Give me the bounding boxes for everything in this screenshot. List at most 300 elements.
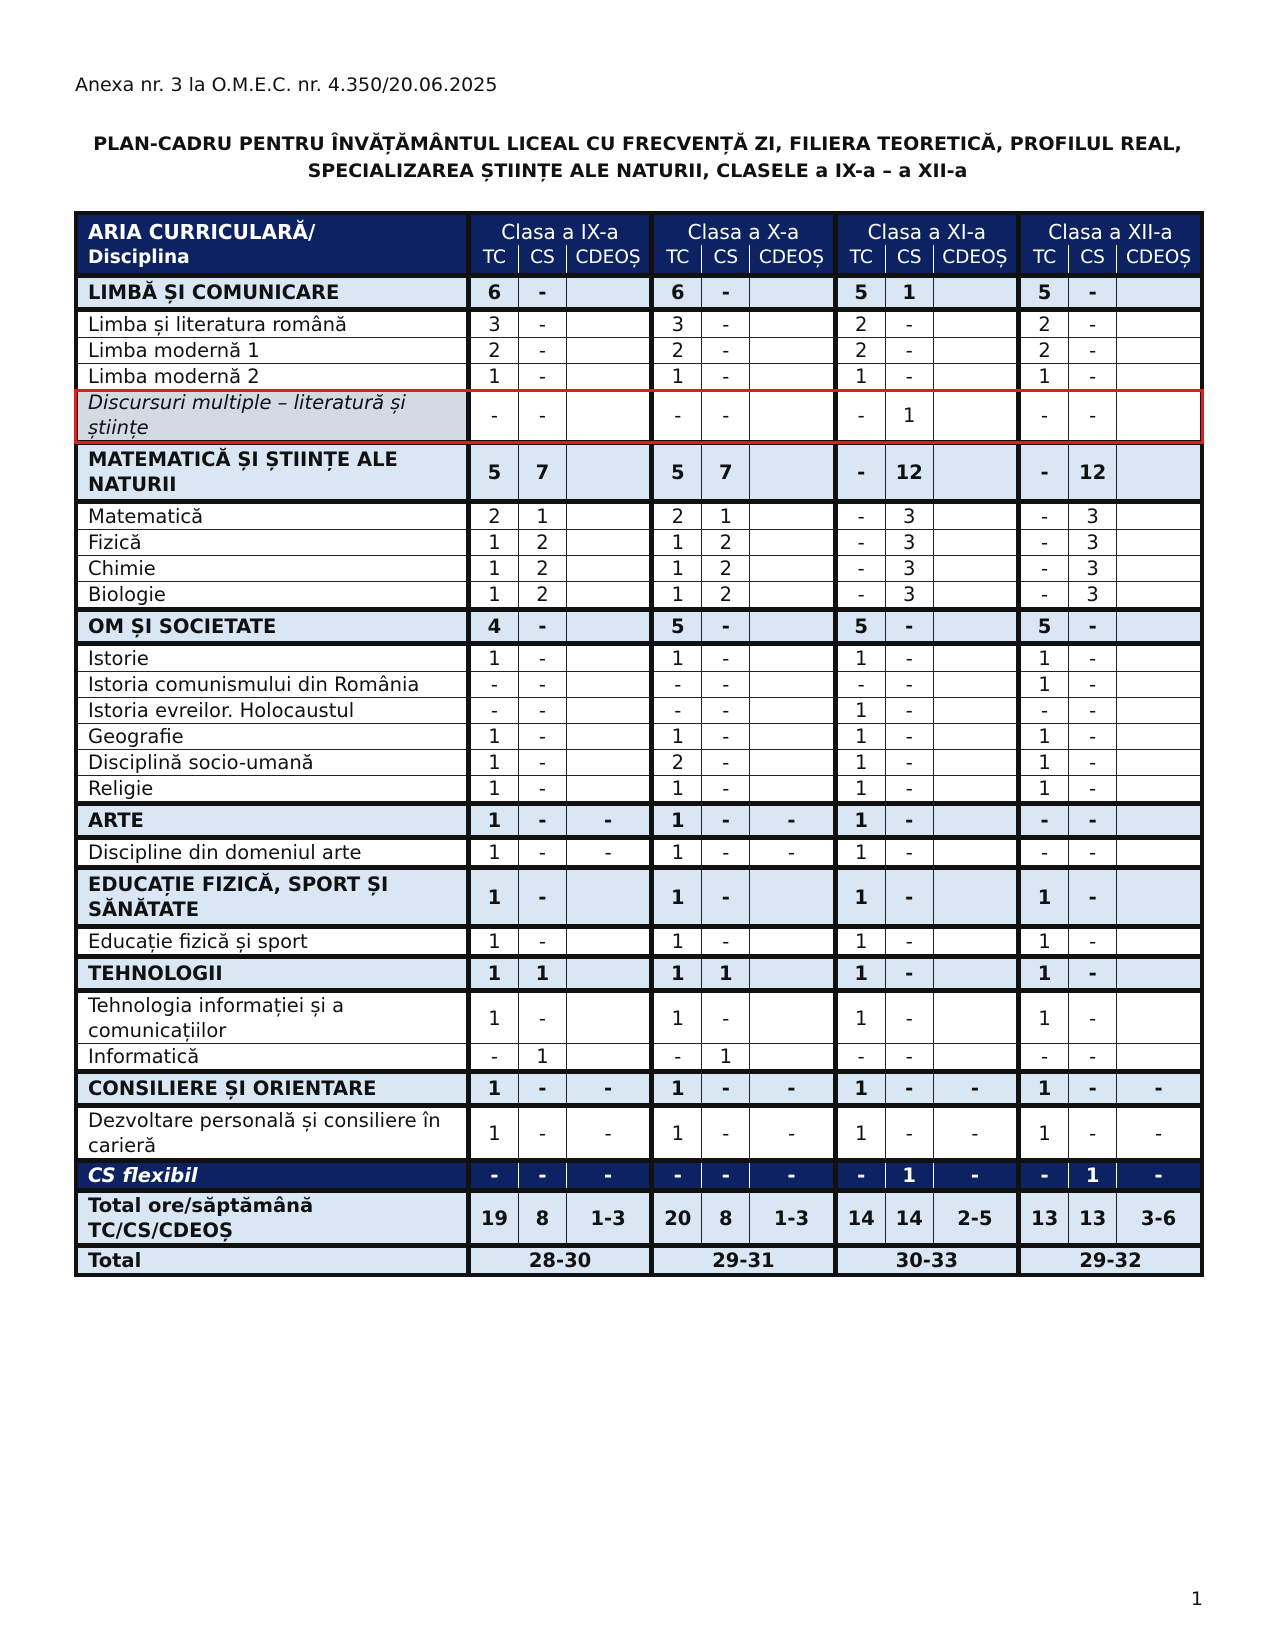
subheader-cs: CS	[702, 245, 750, 276]
discipline-name: Chimie	[76, 556, 468, 582]
value-cell-cs: 2	[518, 582, 566, 610]
value-cell-cs: -	[518, 1106, 566, 1161]
value-cell-cdeos	[933, 644, 1018, 672]
value-cell-cs: -	[702, 838, 750, 868]
value-cell-tc: 1	[835, 804, 885, 838]
value-cell-cs: -	[702, 390, 750, 443]
value-cell-cs: -	[702, 338, 750, 364]
discipline-name: Dezvoltare personală și consiliere în carieră	[76, 1106, 468, 1161]
value-cell-cs: 3	[885, 530, 933, 556]
value-cell-cs: -	[702, 698, 750, 724]
value-cell-tc: 1	[468, 364, 518, 390]
value-cell-tc: 2	[835, 338, 885, 364]
subheader-cs: CS	[1069, 245, 1117, 276]
value-cell-cs: -	[518, 750, 566, 776]
value-cell-tc: -	[468, 672, 518, 698]
value-cell-cdeos: -	[566, 1161, 651, 1191]
value-cell-cs: -	[518, 338, 566, 364]
value-cell-cs: 1	[885, 1161, 933, 1191]
discipline-row	[76, 530, 1202, 556]
value-cell-cs: -	[518, 310, 566, 338]
subheader-tc: TC	[468, 245, 518, 276]
value-cell-tc: 1	[652, 927, 702, 957]
value-cell-cs: 1	[702, 502, 750, 530]
area-name: LIMBĂ ȘI COMUNICARE	[76, 276, 468, 310]
value-cell-cs: 2	[702, 582, 750, 610]
curriculum-table	[74, 211, 1204, 1277]
value-cell-tc: -	[1019, 390, 1069, 443]
value-cell-cdeos	[750, 556, 835, 582]
value-cell-cdeos	[750, 582, 835, 610]
value-cell-tc: 2	[468, 502, 518, 530]
discipline-name: Istoria comunismului din România	[76, 672, 468, 698]
value-cell-tc: -	[1019, 1161, 1069, 1191]
value-cell-tc: 1	[652, 957, 702, 991]
value-cell-cs: -	[885, 750, 933, 776]
value-cell-cs: -	[1069, 804, 1117, 838]
value-cell-cs: 3	[885, 502, 933, 530]
value-cell-cs: -	[885, 1106, 933, 1161]
value-cell-cdeos: -	[750, 1106, 835, 1161]
value-cell-tc: 1	[652, 556, 702, 582]
value-cell-cdeos: -	[1117, 1161, 1202, 1191]
value-cell-tc: -	[652, 390, 702, 443]
area-name: MATEMATICĂ ȘI ȘTIINȚE ALE NATURII	[76, 443, 468, 502]
value-cell-cs: -	[518, 364, 566, 390]
value-cell-cdeos	[566, 502, 651, 530]
value-cell-tc: 5	[468, 443, 518, 502]
value-cell-tc: -	[1019, 556, 1069, 582]
value-cell-cs: -	[702, 276, 750, 310]
value-cell-tc: 1	[835, 698, 885, 724]
value-cell-tc: 5	[835, 276, 885, 310]
value-cell-cs: 2	[518, 556, 566, 582]
curriculum-table-wrapper	[74, 211, 1204, 1277]
value-cell-cdeos	[750, 868, 835, 927]
discipline-name: Discipline din domeniul arte	[76, 838, 468, 868]
value-cell-cdeos	[933, 804, 1018, 838]
value-cell-cdeos	[933, 838, 1018, 868]
value-cell-tc: 1	[652, 582, 702, 610]
value-cell-tc: -	[468, 1044, 518, 1072]
value-cell-tc: 1	[835, 1072, 885, 1106]
value-cell-cdeos	[933, 750, 1018, 776]
value-cell-cdeos: 2-5	[933, 1191, 1018, 1246]
value-cell-cs: 1	[885, 276, 933, 310]
value-cell-tc: 1	[652, 1106, 702, 1161]
value-cell-cs: -	[518, 610, 566, 644]
value-cell-tc: 2	[652, 338, 702, 364]
value-cell-tc: 1	[468, 1072, 518, 1106]
area-row	[76, 804, 1202, 838]
value-cell-tc: -	[835, 672, 885, 698]
area-row	[76, 868, 1202, 927]
value-cell-cdeos	[933, 364, 1018, 390]
value-cell-tc: 1	[835, 927, 885, 957]
value-cell-cs: -	[518, 724, 566, 750]
value-cell-cs: -	[885, 338, 933, 364]
value-cell-tc: 2	[652, 750, 702, 776]
value-cell-cdeos	[566, 957, 651, 991]
value-cell-tc: -	[1019, 698, 1069, 724]
value-cell-cs: -	[702, 364, 750, 390]
value-cell-cs: 1	[518, 957, 566, 991]
value-cell-cs: 7	[702, 443, 750, 502]
value-cell-cdeos	[1117, 672, 1202, 698]
title-line-1: PLAN-CADRU PENTRU ÎNVĂȚĂMÂNTUL LICEAL CU FRECVENȚĂ ZI, FILIERA TEORETICĂ, PROFILUL REAL,	[93, 133, 1182, 155]
value-cell-cdeos	[1117, 644, 1202, 672]
discipline-name: Istoria evreilor. Holocaustul	[76, 698, 468, 724]
value-cell-cdeos	[1117, 338, 1202, 364]
discipline-row	[76, 1044, 1202, 1072]
discipline-row	[76, 644, 1202, 672]
discipline-row	[76, 502, 1202, 530]
value-cell-cdeos	[566, 868, 651, 927]
value-cell-cdeos	[750, 390, 835, 443]
value-cell-cdeos: -	[750, 1161, 835, 1191]
value-cell-cdeos	[933, 610, 1018, 644]
value-cell-cs: -	[885, 776, 933, 804]
value-cell-cdeos	[566, 276, 651, 310]
value-cell-cs: -	[518, 868, 566, 927]
value-cell-cs: 3	[885, 582, 933, 610]
area-name: CONSILIERE ȘI ORIENTARE	[76, 1072, 468, 1106]
discipline-name: Limba și literatura română	[76, 310, 468, 338]
value-cell-tc: -	[835, 502, 885, 530]
value-cell-cs: -	[885, 991, 933, 1044]
area-name: EDUCAȚIE FIZICĂ, SPORT ȘI SĂNĂTATE	[76, 868, 468, 927]
value-cell-tc: 1	[652, 530, 702, 556]
value-cell-tc: 1	[468, 644, 518, 672]
value-cell-tc: 1	[1019, 868, 1069, 927]
value-cell-tc: 2	[468, 338, 518, 364]
value-cell-tc: 3	[652, 310, 702, 338]
grand-total-value: 28-30	[468, 1246, 651, 1276]
value-cell-cdeos	[566, 364, 651, 390]
value-cell-tc: 1	[1019, 1106, 1069, 1161]
value-cell-cdeos	[1117, 868, 1202, 927]
value-cell-tc: 2	[1019, 338, 1069, 364]
value-cell-cs: -	[1069, 610, 1117, 644]
value-cell-tc: 1	[468, 530, 518, 556]
value-cell-cdeos	[1117, 991, 1202, 1044]
value-cell-tc: -	[652, 1044, 702, 1072]
value-cell-cdeos	[1117, 390, 1202, 443]
value-cell-cs: -	[1069, 310, 1117, 338]
value-cell-cdeos	[1117, 1044, 1202, 1072]
value-cell-cdeos	[566, 310, 651, 338]
page-number: 1	[1190, 1588, 1203, 1610]
value-cell-cdeos: -	[566, 804, 651, 838]
value-cell-cdeos	[1117, 582, 1202, 610]
value-cell-cdeos	[933, 556, 1018, 582]
value-cell-tc: 14	[835, 1191, 885, 1246]
discipline-name: Limba modernă 2	[76, 364, 468, 390]
value-cell-cdeos: -	[1117, 1106, 1202, 1161]
value-cell-cdeos	[750, 724, 835, 750]
value-cell-cs: -	[702, 1072, 750, 1106]
value-cell-cdeos	[566, 776, 651, 804]
value-cell-cs: 12	[885, 443, 933, 502]
value-cell-cdeos: 1-3	[566, 1191, 651, 1246]
value-cell-tc: 1	[468, 1106, 518, 1161]
grand-total-value: 29-31	[652, 1246, 835, 1276]
value-cell-cdeos	[933, 530, 1018, 556]
value-cell-cdeos	[933, 1044, 1018, 1072]
value-cell-cdeos	[566, 750, 651, 776]
value-cell-cdeos	[566, 390, 651, 443]
value-cell-tc: 19	[468, 1191, 518, 1246]
value-cell-cs: -	[885, 957, 933, 991]
value-cell-tc: -	[652, 698, 702, 724]
value-cell-tc: 2	[1019, 310, 1069, 338]
value-cell-cs: 2	[702, 556, 750, 582]
discipline-row	[76, 338, 1202, 364]
value-cell-cdeos	[566, 927, 651, 957]
discipline-row	[76, 838, 1202, 868]
value-cell-cdeos	[933, 698, 1018, 724]
value-cell-cdeos	[1117, 724, 1202, 750]
value-cell-cs: -	[518, 276, 566, 310]
value-cell-cs: 3	[1069, 502, 1117, 530]
value-cell-tc: 1	[1019, 927, 1069, 957]
discipline-row	[76, 582, 1202, 610]
value-cell-tc: -	[835, 530, 885, 556]
value-cell-cs: -	[518, 390, 566, 443]
value-cell-cdeos	[750, 338, 835, 364]
value-cell-cs: 1	[885, 390, 933, 443]
value-cell-cdeos	[566, 1044, 651, 1072]
value-cell-tc: 1	[652, 804, 702, 838]
value-cell-cs: -	[518, 776, 566, 804]
value-cell-cs: -	[1069, 390, 1117, 443]
value-cell-tc: 5	[652, 610, 702, 644]
value-cell-cdeos	[1117, 957, 1202, 991]
value-cell-cdeos	[750, 310, 835, 338]
value-cell-cdeos: -	[566, 1072, 651, 1106]
value-cell-tc: 1	[652, 644, 702, 672]
value-cell-cdeos	[1117, 838, 1202, 868]
value-cell-cs: -	[702, 644, 750, 672]
value-cell-cs: -	[518, 838, 566, 868]
header-class-10: Clasa a X-a	[652, 213, 835, 245]
value-cell-tc: 1	[468, 582, 518, 610]
value-cell-cs: -	[518, 991, 566, 1044]
discipline-row	[76, 698, 1202, 724]
value-cell-cs: -	[1069, 1072, 1117, 1106]
value-cell-tc: -	[1019, 530, 1069, 556]
value-cell-tc: 2	[835, 310, 885, 338]
value-cell-cs: -	[1069, 724, 1117, 750]
subheader-cs: CS	[518, 245, 566, 276]
area-name: OM ȘI SOCIETATE	[76, 610, 468, 644]
discipline-name: Matematică	[76, 502, 468, 530]
value-cell-tc: -	[1019, 838, 1069, 868]
value-cell-tc: -	[468, 390, 518, 443]
value-cell-tc: 1	[652, 1072, 702, 1106]
value-cell-cdeos	[1117, 310, 1202, 338]
value-cell-tc: 1	[1019, 957, 1069, 991]
value-cell-cs: -	[885, 724, 933, 750]
value-cell-cs: 1	[702, 1044, 750, 1072]
value-cell-tc: 1	[835, 957, 885, 991]
value-cell-tc: 1	[468, 927, 518, 957]
value-cell-cdeos: 3-6	[1117, 1191, 1202, 1246]
value-cell-tc: 1	[835, 724, 885, 750]
value-cell-cdeos: -	[933, 1072, 1018, 1106]
value-cell-cdeos: 1-3	[750, 1191, 835, 1246]
value-cell-cs: 1	[702, 957, 750, 991]
value-cell-tc: 1	[1019, 991, 1069, 1044]
value-cell-tc: 1	[1019, 364, 1069, 390]
value-cell-tc: -	[1019, 804, 1069, 838]
value-cell-tc: 1	[652, 838, 702, 868]
value-cell-cs: 8	[702, 1191, 750, 1246]
discipline-row	[76, 556, 1202, 582]
discipline-name: Educație fizică și sport	[76, 927, 468, 957]
value-cell-cs: 2	[518, 530, 566, 556]
value-cell-tc: 1	[835, 1106, 885, 1161]
discipline-name: CS flexibil	[76, 1161, 468, 1191]
value-cell-cdeos	[750, 1044, 835, 1072]
value-cell-tc: 5	[652, 443, 702, 502]
value-cell-cdeos	[566, 644, 651, 672]
value-cell-tc: 5	[835, 610, 885, 644]
value-cell-cdeos	[1117, 502, 1202, 530]
value-cell-tc: -	[835, 556, 885, 582]
discipline-row	[76, 991, 1202, 1044]
value-cell-tc: 6	[652, 276, 702, 310]
value-cell-cs: -	[518, 1161, 566, 1191]
cs-flexibil-row	[76, 1161, 1202, 1191]
value-cell-cs: 8	[518, 1191, 566, 1246]
value-cell-cdeos	[750, 443, 835, 502]
subheader-tc: TC	[652, 245, 702, 276]
value-cell-cs: 7	[518, 443, 566, 502]
value-cell-cs: -	[702, 610, 750, 644]
value-cell-cdeos	[1117, 610, 1202, 644]
value-cell-cdeos	[566, 582, 651, 610]
value-cell-cdeos	[750, 530, 835, 556]
discipline-row	[76, 1106, 1202, 1161]
value-cell-cdeos	[566, 556, 651, 582]
discipline-name: Limba modernă 1	[76, 338, 468, 364]
value-cell-cdeos	[566, 698, 651, 724]
value-cell-cdeos	[566, 610, 651, 644]
discipline-name: Disciplină socio-umană	[76, 750, 468, 776]
value-cell-tc: 1	[468, 868, 518, 927]
value-cell-cdeos	[933, 868, 1018, 927]
value-cell-cdeos	[750, 991, 835, 1044]
value-cell-cdeos	[566, 991, 651, 1044]
value-cell-cdeos: -	[566, 838, 651, 868]
subheader-cdeos: CDEOȘ	[750, 245, 835, 276]
header-class-12: Clasa a XII-a	[1019, 213, 1202, 245]
value-cell-cdeos	[750, 364, 835, 390]
value-cell-tc: -	[835, 390, 885, 443]
value-cell-tc: 1	[835, 868, 885, 927]
discipline-name: Biologie	[76, 582, 468, 610]
area-name: ARTE	[76, 804, 468, 838]
value-cell-cdeos	[750, 698, 835, 724]
area-row	[76, 276, 1202, 310]
value-cell-cdeos	[933, 957, 1018, 991]
value-cell-tc: 1	[835, 364, 885, 390]
value-cell-cs: -	[1069, 838, 1117, 868]
total-hours-row	[76, 1191, 1202, 1246]
header-class-11: Clasa a XI-a	[835, 213, 1018, 245]
value-cell-cs: -	[1069, 776, 1117, 804]
value-cell-cdeos	[933, 443, 1018, 502]
discipline-row	[76, 390, 1202, 443]
value-cell-cs: -	[702, 991, 750, 1044]
value-cell-tc: 5	[1019, 610, 1069, 644]
value-cell-tc: -	[652, 672, 702, 698]
grand-total-value: 30-33	[835, 1246, 1018, 1276]
value-cell-cs: -	[518, 1072, 566, 1106]
value-cell-cs: -	[1069, 991, 1117, 1044]
value-cell-cdeos	[933, 582, 1018, 610]
value-cell-tc: 1	[835, 838, 885, 868]
value-cell-cdeos	[1117, 530, 1202, 556]
value-cell-tc: 5	[1019, 276, 1069, 310]
value-cell-cs: -	[702, 1106, 750, 1161]
value-cell-tc: 1	[835, 991, 885, 1044]
value-cell-cs: 12	[1069, 443, 1117, 502]
value-cell-cs: -	[885, 310, 933, 338]
subheader-tc: TC	[1019, 245, 1069, 276]
value-cell-cdeos	[750, 927, 835, 957]
value-cell-cdeos: -	[933, 1161, 1018, 1191]
value-cell-cs: 3	[1069, 530, 1117, 556]
value-cell-cs: -	[702, 750, 750, 776]
value-cell-cdeos	[1117, 750, 1202, 776]
value-cell-tc: -	[1019, 443, 1069, 502]
value-cell-tc: -	[835, 1161, 885, 1191]
value-cell-tc: 1	[1019, 776, 1069, 804]
value-cell-cdeos: -	[933, 1106, 1018, 1161]
value-cell-cdeos	[1117, 364, 1202, 390]
value-cell-tc: -	[468, 698, 518, 724]
value-cell-cs: -	[702, 1161, 750, 1191]
value-cell-cs: -	[518, 927, 566, 957]
header-discipline-label: Disciplina	[76, 245, 468, 276]
value-cell-cdeos: -	[566, 1106, 651, 1161]
value-cell-cs: 1	[1069, 1161, 1117, 1191]
value-cell-tc: -	[468, 1161, 518, 1191]
discipline-name: Tehnologia informației și a comunicațiilor	[76, 991, 468, 1044]
value-cell-cs: -	[702, 672, 750, 698]
value-cell-cs: -	[885, 672, 933, 698]
value-cell-cs: -	[518, 698, 566, 724]
value-cell-cdeos: -	[750, 838, 835, 868]
value-cell-cs: -	[1069, 364, 1117, 390]
value-cell-cdeos	[1117, 443, 1202, 502]
grand-total-value: 29-32	[1019, 1246, 1202, 1276]
value-cell-cdeos	[933, 502, 1018, 530]
value-cell-tc: 1	[468, 724, 518, 750]
value-cell-tc: -	[652, 1161, 702, 1191]
discipline-row	[76, 364, 1202, 390]
value-cell-tc: 1	[1019, 672, 1069, 698]
value-cell-cs: -	[885, 364, 933, 390]
value-cell-cs: -	[702, 927, 750, 957]
discipline-name: Fizică	[76, 530, 468, 556]
value-cell-cs: -	[702, 310, 750, 338]
value-cell-tc: 1	[468, 838, 518, 868]
value-cell-cdeos	[1117, 776, 1202, 804]
value-cell-cs: -	[518, 644, 566, 672]
